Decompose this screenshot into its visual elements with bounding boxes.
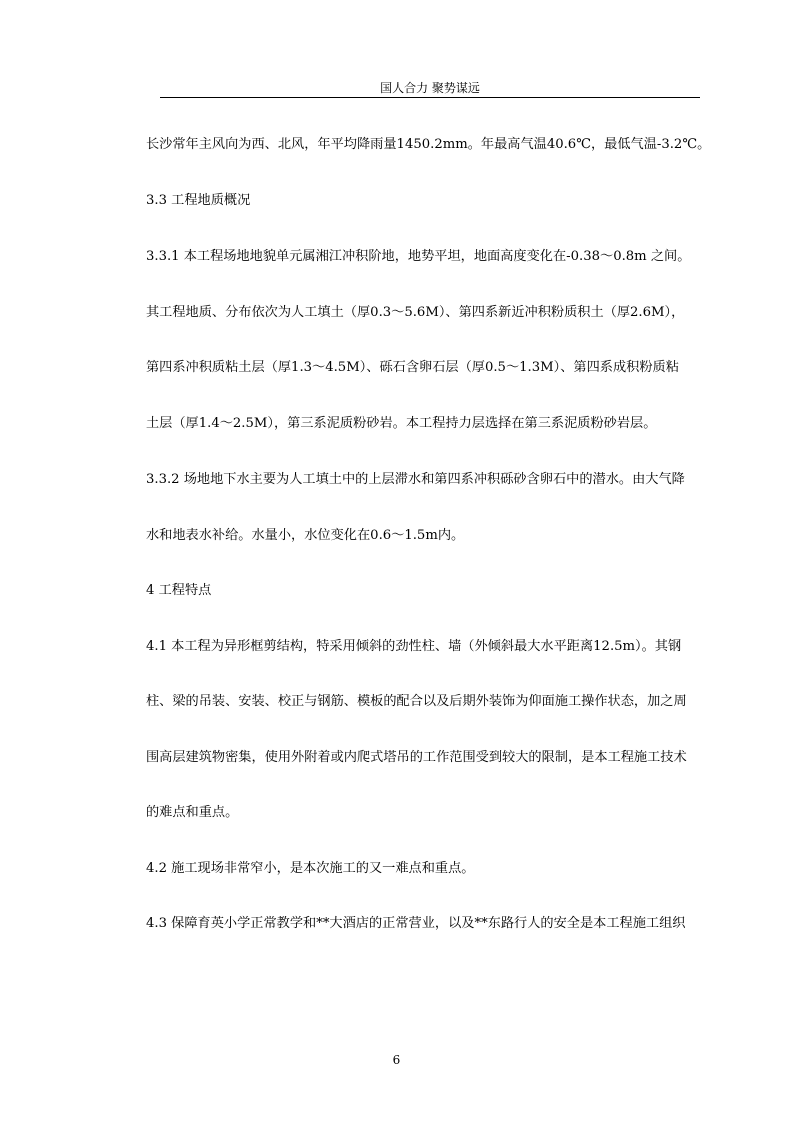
- text-line-feature-4-3: 4.3 保障育英小学正常教学和**大酒店的正常营业，以及**东路行人的安全是本工程施工组织: [146, 916, 686, 931]
- text-line-geology-3: 第四系冲积质粘土层（厚1.3～4.5M）、砾石含卵石层（厚0.5～1.3M）、第四系成积粉质粘: [146, 360, 679, 375]
- text-line-geology-1: 3.3.1 本工程场地地貌单元属湘江冲积阶地，地势平坦，地面高度变化在-0.38～0.8m 之间。: [146, 249, 691, 264]
- text-line-climate: 长沙常年主风向为西、北风，年平均降雨量1450.2mm。年最高气温40.6℃，最低气温-3.2℃。: [146, 137, 711, 152]
- page-number: 6: [392, 1053, 401, 1067]
- text-line-feature-4-1-d: 的难点和重点。: [146, 805, 239, 820]
- page-header: 国人合力 聚势谋远: [380, 81, 480, 95]
- text-line-feature-4-2: 4.2 施工现场非常窄小，是本次施工的又一难点和重点。: [146, 861, 475, 876]
- text-line-feature-4-1-b: 柱、梁的吊装、安装、校正与钢筋、模板的配合以及后期外装饰为仰面施工操作状态，加之周: [146, 694, 687, 709]
- text-line-feature-4-1-a: 4.1 本工程为异形框剪结构，特采用倾斜的劲性柱、墙（外倾斜最大水平距离12.5m）。其钢: [146, 639, 682, 654]
- text-line-groundwater-1: 3.3.2 场地地下水主要为人工填土中的上层滞水和第四系冲积砾砂含卵石中的潜水。由大气降: [146, 472, 685, 487]
- text-line-groundwater-2: 水和地表水补给。水量小，水位变化在0.6～1.5m内。: [146, 528, 465, 543]
- text-line-geology-2: 其工程地质、分布依次为人工填土（厚0.3～5.6M）、第四系新近冲积粉质积土（厚2.6M），: [146, 305, 685, 320]
- text-line-feature-4-1-c: 围高层建筑物密集，使用外附着或内爬式塔吊的工作范围受到较大的限制，是本工程施工技术: [146, 750, 687, 765]
- section-heading-geology: 3.3 工程地质概况: [146, 193, 251, 208]
- text-line-geology-4: 土层（厚1.4～2.5M），第三系泥质粉砂岩。本工程持力层选择在第三系泥质粉砂岩层。: [146, 416, 657, 431]
- header-rule: [160, 97, 700, 98]
- section-heading-features: 4 工程特点: [146, 583, 212, 598]
